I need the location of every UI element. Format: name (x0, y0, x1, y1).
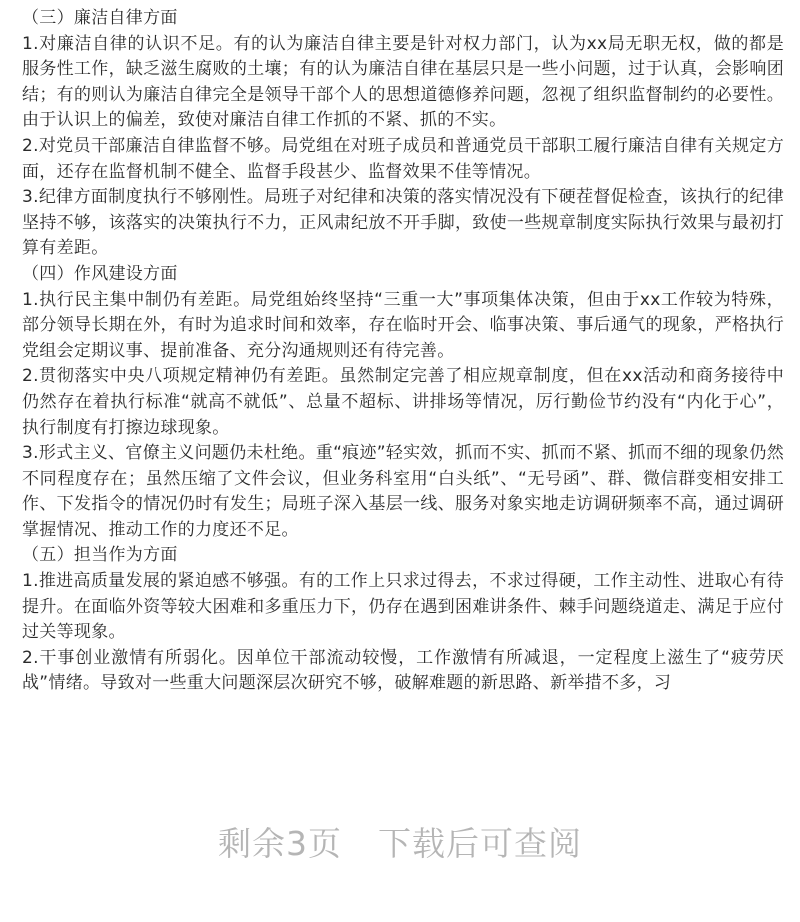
download-prompt[interactable] (0, 818, 800, 865)
paragraph: 3.纪律方面制度执行不够刚性。局班子对纪律和决策的落实情况没有下硬茬督促检查，该执行的纪律坚持不够，该落实的决策执行不力，正风肃纪放不开手脚，致使一些规章制度实际执行效果与最初打算有差距。 (22, 187, 784, 259)
paragraph: 2.贯彻落实中央八项规定精神仍有差距。虽然制定完善了相应规章制度，但在xx活动和商务接待中仍然存在着执行标准“就高不就低”、总量不超标、讲排场等情况，厉行勤俭节约没有“内化于心”，执行制度有打擦边球现象。 (22, 366, 784, 438)
paragraph: 1.对廉洁自律的认识不足。有的认为廉洁自律主要是针对权力部门，认为xx局无职无权，做的都是服务性工作，缺乏滋生腐败的土壤；有的认为廉洁自律在基层只是一些小问题，过于认真，会影响团结；有的则认为廉洁自律完全是领导干部个人的思想道德修养问题，忽视了组织监督制约的必要性。由于认识上的偏差，致使对廉洁自律工作抓的不紧、抓的不实。 (22, 33, 784, 131)
section-heading: （四）作风建设方面 (22, 263, 178, 284)
paragraph: 2.干事创业激情有所弱化。因单位干部流动较慢，工作激情有所减退，一定程度上滋生了“疲劳厌战”情绪。导致对一些重大问题深层次研究不够，破解难题的新思路、新举措不多，习 (22, 647, 784, 694)
remaining-pages-label: 剩余3页 (218, 824, 342, 863)
download-hint-label: 下载后可查阅 (378, 824, 582, 863)
paragraph: 1.推进高质量发展的紧迫感不够强。有的工作上只求过得去，不求过得硬，工作主动性、进取心有待提升。在面临外资等较大困难和多重压力下，仍存在遇到困难讲条件、棘手问题绕道走、满足于应付过关等现象。 (22, 571, 784, 643)
section-heading: （三）廉洁自律方面 (22, 8, 178, 28)
section-heading: （五）担当作为方面 (22, 545, 178, 566)
document-body (22, 6, 784, 697)
paragraph: 2.对党员干部廉洁自律监督不够。局党组在对班子成员和普通党员干部职工履行廉洁自律有关规定方面，还存在监督机制不健全、监督手段甚少、监督效果不佳等情况。 (22, 135, 784, 182)
paragraph: 3.形式主义、官僚主义问题仍未杜绝。重“痕迹”轻实效，抓而不实、抓而不紧、抓而不细的现象仍然不同程度存在；虽然压缩了文件会议，但业务科室用“白头纸”、“无号函”、群、微信群变相安排工作、下发指令的情况仍时有发生；局班子深入基层一线、服务对象实地走访调研频率不高，通过调研掌握情况、推动工作的力度还不足。 (22, 443, 784, 540)
paragraph: 1.执行民主集中制仍有差距。局党组始终坚持“三重一大”事项集体决策，但由于xx工作较为特殊，部分领导长期在外，有时为追求时间和效率，存在临时开会、临事决策、事后通气的现象，严格执行党组会定期议事、提前准备、充分沟通规则还有待完善。 (22, 289, 784, 361)
